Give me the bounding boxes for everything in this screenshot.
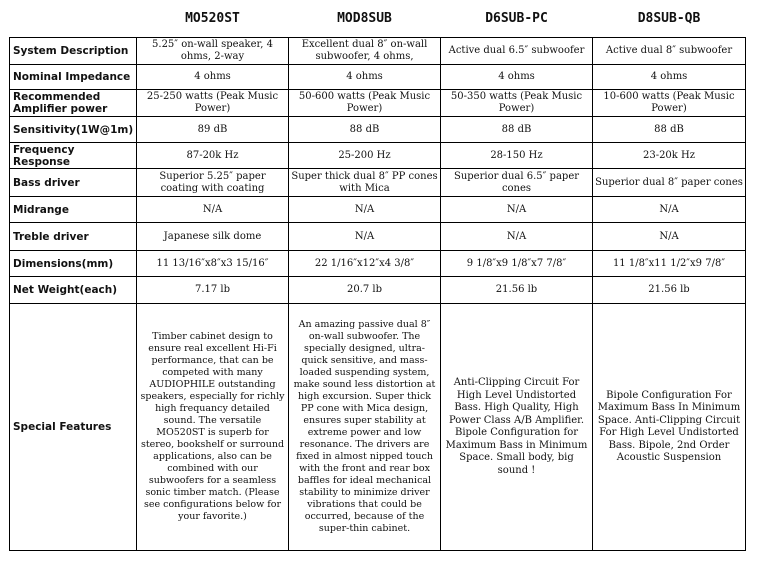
- spec-row-bass-driver: [10, 169, 746, 197]
- features-cell: Bipole Configuration For Maximum Bass In Minimum Space. Anti-Clipping Circuit For High Level Undistorted Bass. Bipole, 2nd Order Acoustic Suspension: [593, 304, 746, 551]
- spec-cell: 4 ohms: [593, 65, 746, 90]
- spec-cell: N/A: [441, 197, 593, 223]
- spec-cell: 25-200 Hz: [289, 143, 441, 169]
- spec-cell: Japanese silk dome: [137, 223, 289, 251]
- spec-cell: 10-600 watts (Peak Music Power): [593, 90, 746, 117]
- model-header: MOD8SUB: [337, 11, 392, 26]
- spec-cell: Superior dual 8″ paper cones: [593, 169, 746, 197]
- spec-cell: 4 ohms: [441, 65, 593, 90]
- spec-cell: 22 1/16″x12″x4 3/8″: [289, 251, 441, 277]
- spec-cell: 89 dB: [137, 117, 289, 143]
- spec-row-special-features: [10, 304, 746, 551]
- spec-row-dimensions: [10, 251, 746, 277]
- spec-cell: 7.17 lb: [137, 277, 289, 304]
- spec-cell: 11 1/8″x11 1/2″x9 7/8″: [593, 251, 746, 277]
- spec-row-recommended-amplifier-power: [10, 90, 746, 117]
- spec-row-treble-driver: [10, 223, 746, 251]
- spec-row-sensitivity: [10, 117, 746, 143]
- model-header: D8SUB-QB: [637, 11, 701, 26]
- row-label: Frequency Response: [10, 143, 137, 169]
- row-label: Treble driver: [10, 223, 137, 251]
- spec-cell: 9 1/8″x9 1/8″x7 7/8″: [441, 251, 593, 277]
- spec-cell: 4 ohms: [137, 65, 289, 90]
- row-label: Bass driver: [10, 169, 137, 197]
- spec-sheet: [9, 0, 745, 551]
- spec-cell: N/A: [593, 223, 746, 251]
- row-label: Dimensions(mm): [10, 251, 137, 277]
- spec-table: [9, 0, 746, 551]
- row-label: Nominal Impedance: [10, 65, 137, 90]
- spec-cell: N/A: [289, 197, 441, 223]
- spec-cell: 50-350 watts (Peak Music Power): [441, 90, 593, 117]
- spec-cell: 21.56 lb: [441, 277, 593, 304]
- model-header: D6SUB-PC: [485, 11, 548, 26]
- row-label: Recommended Amplifier power: [10, 90, 137, 117]
- spec-cell: 20.7 lb: [289, 277, 441, 304]
- spec-cell: 21.56 lb: [593, 277, 746, 304]
- spec-row-system-description: [10, 38, 746, 65]
- model-header-row: [10, 0, 746, 38]
- features-cell: Timber cabinet design to ensure real excellent Hi-Fi performance, that can be competed with many AUDIOPHILE outstanding speakers, especially for richly high frequancy detailed sound. The versatile MO520ST is superb for stereo, bookshelf or surround applications, also can be combined with our subwoofers for a seamless sonic timber match. (Please see configurations below for your favorite.): [137, 304, 289, 551]
- spec-cell: 5.25″ on-wall speaker, 4 ohms, 2-way: [137, 38, 289, 65]
- row-label: Special Features: [10, 304, 137, 551]
- spec-row-nominal-impedance: [10, 65, 746, 90]
- spec-cell: N/A: [289, 223, 441, 251]
- row-label: Sensitivity(1W@1m): [10, 117, 137, 143]
- spec-cell: 23-20k Hz: [593, 143, 746, 169]
- spec-cell: 88 dB: [289, 117, 441, 143]
- model-header: MO520ST: [185, 11, 240, 26]
- spec-cell: 25-250 watts (Peak Music Power): [137, 90, 289, 117]
- features-cell: Anti-Clipping Circuit For High Level Undistorted Bass. High Quality, High Power Class A/B Amplifier. Bipole Configuration for Maximum Bass in Minimum Space. Small body, big sound !: [441, 304, 593, 551]
- spec-cell: 50-600 watts (Peak Music Power): [289, 90, 441, 117]
- spec-row-midrange: [10, 197, 746, 223]
- spec-cell: Active dual 6.5″ subwoofer: [441, 38, 593, 65]
- spec-cell: 4 ohms: [289, 65, 441, 90]
- spec-cell: 11 13/16″x8″x3 15/16″: [137, 251, 289, 277]
- spec-cell: 88 dB: [593, 117, 746, 143]
- row-label: Net Weight(each): [10, 277, 137, 304]
- spec-cell: Superior dual 6.5″ paper cones: [441, 169, 593, 197]
- features-cell: An amazing passive dual 8″ on-wall subwoofer. The specially designed, ultra-quick sensitive, and mass-loaded suspending system, make sound less distortion at high excursion. Super thick PP cone with Mica design, ensures super stability at extreme power and low resonance. The drivers are fixed in almost nipped touch with the front and rear box baffles for ideal mechanical stability to minimize driver vibrations that could be occurred, because of the super-thin cabinet.: [289, 304, 441, 551]
- spec-cell: N/A: [137, 197, 289, 223]
- row-label: System Description: [10, 38, 137, 65]
- spec-cell: 28-150 Hz: [441, 143, 593, 169]
- spec-cell: Super thick dual 8″ PP cones with Mica: [289, 169, 441, 197]
- spec-cell: N/A: [441, 223, 593, 251]
- spec-cell: N/A: [593, 197, 746, 223]
- row-label: Midrange: [10, 197, 137, 223]
- spec-cell: Excellent dual 8″ on-wall subwoofer, 4 ohms,: [289, 38, 441, 65]
- header-corner: [10, 0, 137, 38]
- spec-row-frequency-response: [10, 143, 746, 169]
- spec-cell: Active dual 8″ subwoofer: [593, 38, 746, 65]
- spec-cell: 88 dB: [441, 117, 593, 143]
- spec-cell: 87-20k Hz: [137, 143, 289, 169]
- spec-row-net-weight: [10, 277, 746, 304]
- spec-cell: Superior 5.25″ paper coating with coating: [137, 169, 289, 197]
